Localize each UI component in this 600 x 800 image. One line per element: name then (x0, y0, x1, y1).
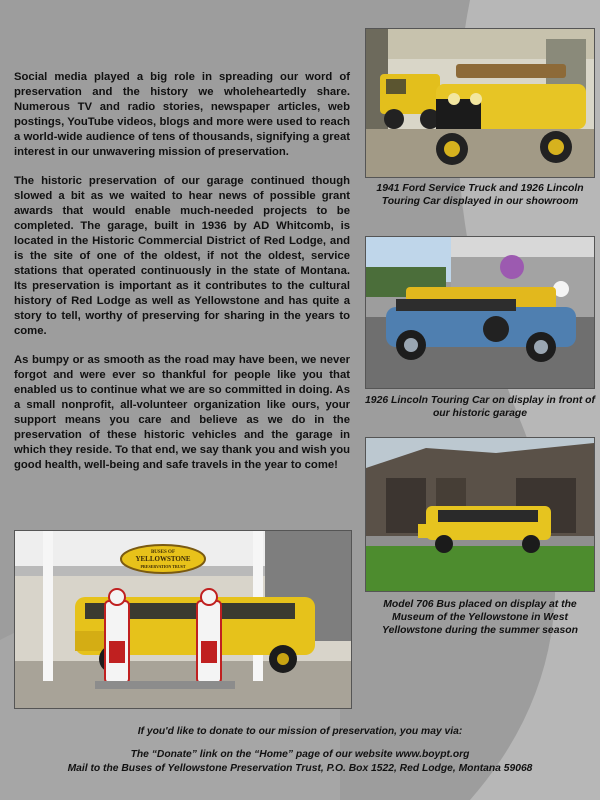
caption-bus-museum: Model 706 Bus placed on display at the Museum of the Yellowstone in West Yellowstone during the summer season (382, 599, 578, 636)
paragraph-social-media: Social media played a big role in spreading our word of preservation and the history we wholeheartedly share. Numerous TV and radio stories, newspaper articles, web postings, YouTube videos, blogs and more were used to reach a world-wide audience of tens of thousands, signifying a great interest in our unwavering mission of preservation. (14, 71, 350, 158)
sign-line2: YELLOWSTONE (135, 555, 191, 563)
photo-lincoln-garage (365, 236, 595, 389)
paragraph-thank-you: As bumpy or as smooth as the road may have been, we never forgot and were ever so thankful for people like you that enabled us to continue what we are so committed in doing. As a small nonprofit, all-volunteer organization like ours, your support means you care and believe as we do in the preservation of these historic vehicles and the garage in which they reside. To that end, we say thank you and wish you good health, well-being and safe travels in the year to come! (14, 354, 350, 471)
footer-website-line: The “Donate” link on the “Home” page of our website www.boypt.org (130, 749, 470, 760)
photo-bus-gas-pumps (14, 530, 352, 709)
donation-footer (0, 725, 600, 776)
sign-line1: BUSES OF (150, 550, 176, 555)
sign-line3: PRESERVATION TRUST (140, 564, 186, 569)
paragraph-garage-preservation: The historic preservation of our garage continued though slowed a bit as we waited to hear news of possible grant awards that would enable much-needed projects to be completed. The garage, built in 1936 by AD Whitcomb, is located in the Historic Commercial District of Red Lodge, and is the site of one of the oldest, if not the oldest, service stations that operated continuously in the state of Montana. Its preservation is important as it contributes to the cultural history of Red Lodge as well as Yellowstone and has quite a story to tell, worthy of preserving for sharing in the years to come. (14, 175, 350, 337)
photo-bus-museum (365, 437, 595, 592)
article-text (14, 70, 350, 488)
caption-showroom: 1941 Ford Service Truck and 1926 Lincoln Touring Car displayed in our showroom (376, 183, 584, 207)
caption-lincoln-garage: 1926 Lincoln Touring Car on display in front of our historic garage (365, 395, 595, 419)
footer-mail-line: Mail to the Buses of Yellowstone Preservation Trust, P.O. Box 1522, Red Lodge, Montana 59068 (67, 763, 533, 774)
footer-intro: If you'd like to donate to our mission of preservation, you may via: (137, 726, 463, 737)
photo-showroom (365, 28, 595, 178)
